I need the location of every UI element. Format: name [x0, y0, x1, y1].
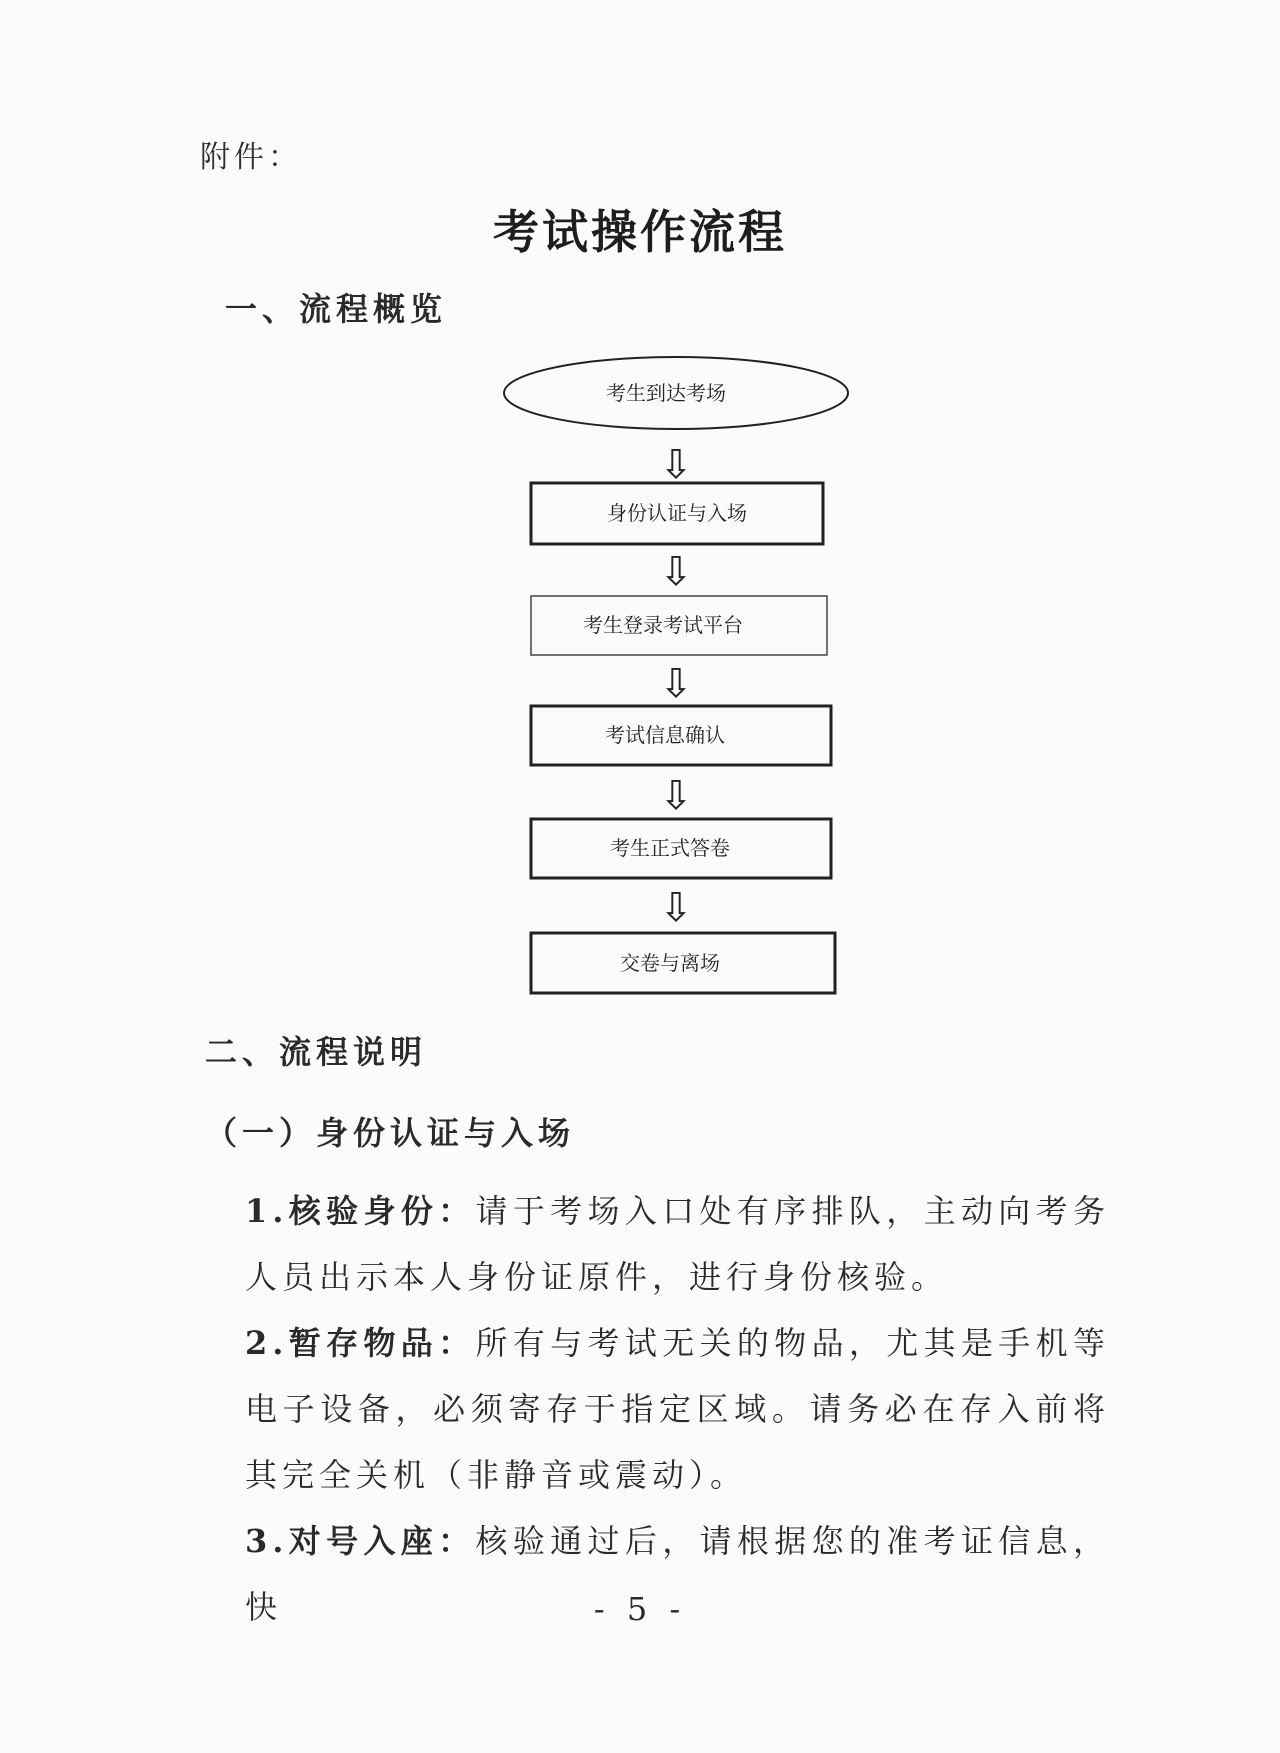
item-text: 核验通过后，请根据您的准考证信息，快: [245, 1522, 1110, 1626]
flow-step-label: 考生正式答卷: [610, 836, 730, 860]
section-heading-details: 二、流程说明: [205, 1033, 428, 1071]
flow-step-label: 交卷与离场: [620, 951, 720, 975]
flow-arrow: ⇩: [659, 442, 693, 488]
item-label: 1.核验身份：: [245, 1192, 476, 1230]
flow-start-label: 考生到达考场: [606, 381, 726, 405]
section-heading-overview: 一、流程概览: [225, 290, 448, 328]
flow-arrow: ⇩: [659, 549, 693, 595]
item-text: 所有与考试无关的物品，尤其是手机等电子设备，必须寄存于指定区域。请务必在存入前将其完全关机（非静音或震动）。: [245, 1324, 1110, 1494]
page-title: 考试操作流程: [493, 205, 787, 259]
paragraph-item: [205, 1178, 1110, 1310]
flow-arrow: ⇩: [659, 885, 693, 931]
flow-step-label: 考生登录考试平台: [583, 613, 743, 637]
flow-step-label: 身份认证与入场: [607, 501, 747, 525]
attachment-label: 附件：: [200, 140, 302, 175]
flow-step-label: 考试信息确认: [605, 723, 725, 747]
item-text: 请于考场入口处有序排队，主动向考务人员出示本人身份证原件，进行身份核验。: [245, 1192, 1110, 1296]
flow-arrow: ⇩: [659, 773, 693, 819]
subsection-heading: （一）身份认证与入场: [205, 1114, 576, 1152]
item-label: 3.对号入座：: [245, 1522, 476, 1560]
item-label: 2.暂存物品：: [245, 1324, 476, 1362]
paragraph-item: [205, 1310, 1110, 1508]
flow-arrow: ⇩: [659, 661, 693, 707]
page-number: - 5 -: [593, 1590, 687, 1628]
